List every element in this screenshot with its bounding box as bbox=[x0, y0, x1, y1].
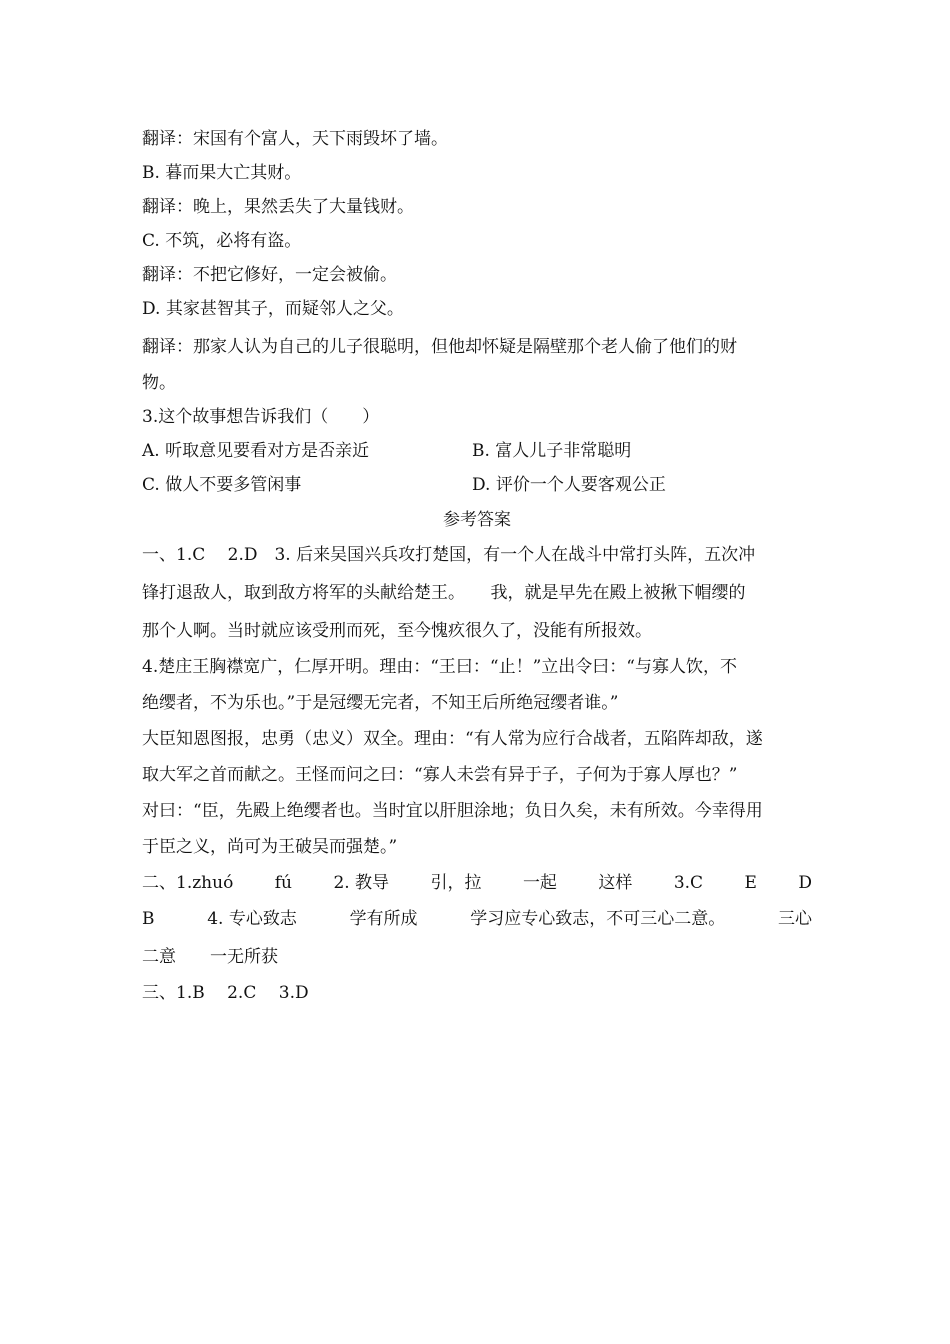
answer-2-line bbox=[142, 908, 812, 930]
answer-4-line: 大臣知恩图报，忠勇（忠义）双全。理由：“有人常为应行合战者，五陷阵却敌，遂 bbox=[142, 729, 763, 749]
translation-line-cont: 物。 bbox=[142, 373, 176, 393]
answer-2-item: E bbox=[744, 873, 757, 893]
answer-2-item: 2. 教导 bbox=[333, 873, 390, 893]
option-d-sentence: D. 其家甚智其子，而疑邻人之父。 bbox=[142, 299, 404, 319]
answers-heading: 参考答案 bbox=[443, 510, 511, 530]
answer-4-line: 取大军之首而献之。王怪而问之曰：“寡人未尝有异于子，子何为于寡人厚也？” bbox=[142, 765, 738, 785]
option-c-sentence: C. 不筑，必将有盗。 bbox=[142, 231, 302, 251]
answer-1-line: 锋打退敌人，取到敌方将军的头献给楚王。 我，就是早先在殿上被揪下帽缨的 bbox=[142, 583, 746, 603]
translation-line: 翻译：宋国有个富人，天下雨毁坏了墙。 bbox=[142, 129, 448, 149]
answer-2-item: 4. 专心致志 bbox=[207, 909, 297, 929]
answer-2-item: 学有所成 bbox=[349, 909, 418, 929]
answer-4-line: 于臣之义，尚可为王破吴而强楚。” bbox=[142, 837, 398, 857]
options-row-2 bbox=[142, 474, 812, 496]
answer-2-item: fú bbox=[274, 873, 292, 893]
options-row-1 bbox=[142, 440, 812, 462]
translation-line: 翻译：晚上，果然丢失了大量钱财。 bbox=[142, 197, 414, 217]
answer-1-line: 一、1.C 2.D 3. 后来吴国兴兵攻打楚国，有一个人在战斗中常打头阵，五次冲 bbox=[142, 545, 756, 565]
answer-2-item: 一起 bbox=[522, 873, 557, 893]
answer-4-line: 4.楚庄王胸襟宽广，仁厚开明。理由：“王曰：“止！”立出令曰：“与寡人饮，不 bbox=[142, 657, 737, 677]
answer-2-item: 学习应专心致志，不可三心二意。 bbox=[470, 909, 726, 929]
answer-2-item: 二、1.zhuó bbox=[142, 873, 234, 893]
option-c: C. 做人不要多管闲事 bbox=[142, 475, 302, 495]
option-a: A. 听取意见要看对方是否亲近 bbox=[142, 441, 370, 461]
answer-2-line: 二意 一无所获 bbox=[142, 947, 278, 967]
option-b-sentence: B. 暮而果大亡其财。 bbox=[142, 163, 302, 183]
option-b: B. 富人儿子非常聪明 bbox=[472, 441, 632, 461]
answer-2-item: 引，拉 bbox=[430, 873, 482, 893]
translation-line: 翻译：那家人认为自己的儿子很聪明，但他却怀疑是隔壁那个老人偷了他们的财 bbox=[142, 337, 737, 357]
answer-4-line: 对曰：“臣，先殿上绝缨者也。当时宜以肝胆涂地；负日久矣，未有所效。今幸得用 bbox=[142, 801, 763, 821]
answer-3-line: 三、1.B 2.C 3.D bbox=[142, 983, 309, 1003]
answer-4-line: 绝缨者，不为乐也。”于是冠缨无完者，不知王后所绝冠缨者谁。” bbox=[142, 693, 619, 713]
answer-1-line: 那个人啊。当时就应该受刑而死，至今愧疚很久了，没能有所报效。 bbox=[142, 621, 652, 641]
answer-2-item: 3.C bbox=[673, 873, 704, 893]
answer-2-line bbox=[142, 872, 812, 894]
translation-line: 翻译：不把它修好，一定会被偷。 bbox=[142, 265, 397, 285]
question-3: 3.这个故事想告诉我们（ ） bbox=[142, 407, 380, 427]
answer-2-item: 这样 bbox=[598, 873, 633, 893]
answer-2-item: 三心 bbox=[778, 909, 812, 929]
option-d: D. 评价一个人要客观公正 bbox=[472, 475, 666, 495]
answer-2-item: D bbox=[798, 873, 812, 893]
answer-2-item: B bbox=[142, 909, 155, 929]
